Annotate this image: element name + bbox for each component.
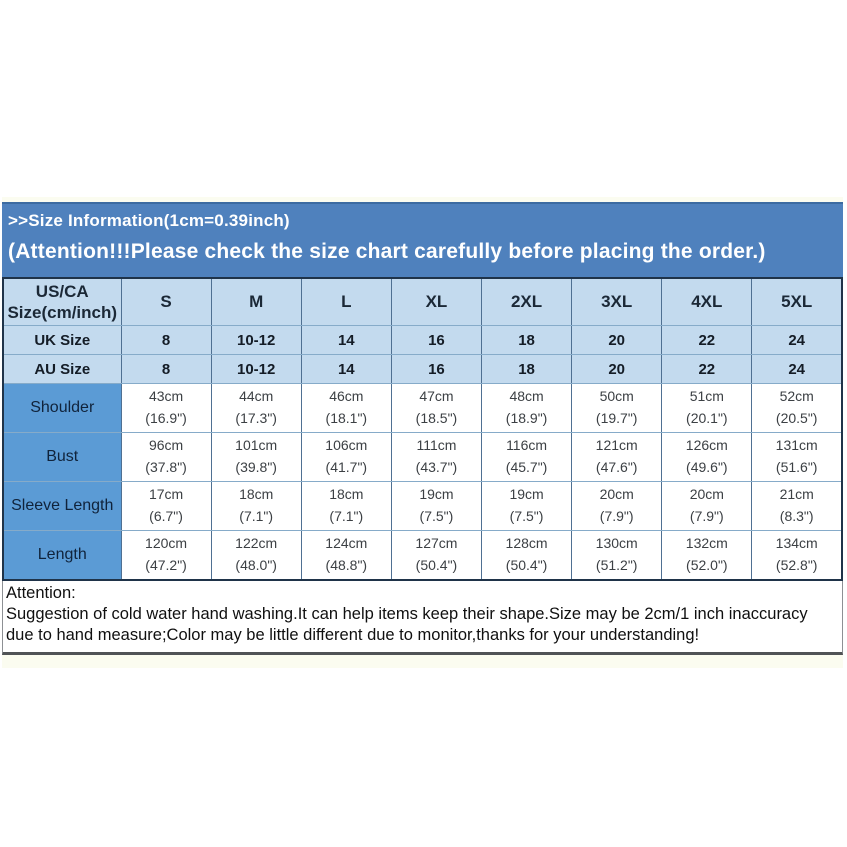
corner-header-line1: US/CA	[35, 281, 89, 301]
measurement-cm: 20cm	[689, 486, 724, 503]
corner-header	[3, 278, 121, 326]
measurement-inch: (20.5")	[775, 410, 818, 426]
measurement-inch: (50.4")	[415, 556, 458, 573]
measurement-cm: 126cm	[685, 437, 728, 454]
measurement-inch: (19.7")	[595, 410, 638, 426]
measurement-cm: 48cm	[509, 388, 544, 405]
size-number-cell: 16	[391, 355, 481, 384]
measurement-cell	[662, 482, 752, 531]
attention-body: Suggestion of cold water hand washing.It can help items keep their shape.Size may be 2cm/1 inch inaccuracy due to hand measure;Color may be little different due to monitor,thanks for your understanding!	[6, 604, 808, 644]
size-column-header: 3XL	[572, 278, 662, 326]
measurement-cm: 19cm	[419, 486, 454, 503]
measurement-cell	[121, 384, 211, 433]
measurement-cm: 47cm	[419, 388, 454, 405]
measurement-inch: (20.1")	[686, 410, 728, 426]
measurement-cm: 17cm	[148, 486, 184, 503]
measurement-cell	[121, 531, 211, 580]
measurement-inch: (16.9")	[145, 410, 187, 426]
measurement-row	[3, 531, 842, 580]
measurement-cell	[752, 384, 842, 433]
measurement-cm: 43cm	[148, 388, 184, 405]
measurement-cm: 106cm	[325, 437, 368, 454]
size-number-cell: 24	[752, 326, 842, 355]
measurement-cell	[121, 433, 211, 482]
size-number-cell: 20	[572, 326, 662, 355]
size-number-cell: 18	[482, 326, 572, 355]
measurement-cell	[121, 482, 211, 531]
measurement-cm: 116cm	[506, 437, 548, 454]
measurement-row-label: Length	[3, 531, 121, 580]
attention-note	[2, 581, 843, 655]
banner	[2, 202, 843, 277]
measurement-inch: (52.0")	[686, 556, 728, 573]
measurement-cell	[662, 433, 752, 482]
measurement-cell	[572, 482, 662, 531]
size-column-header: L	[301, 278, 391, 326]
size-column-header: 5XL	[752, 278, 842, 326]
size-number-cell: 14	[301, 326, 391, 355]
measurement-inch: (41.7")	[325, 459, 368, 475]
measurement-cell	[752, 482, 842, 531]
measurement-row-label: Bust	[3, 433, 121, 482]
measurement-inch: (7.9")	[689, 508, 724, 524]
measurement-cell	[301, 384, 391, 433]
measurement-cell	[752, 531, 842, 580]
measurement-cell	[752, 433, 842, 482]
size-number-cell: 8	[121, 326, 211, 355]
size-chart-panel	[2, 197, 843, 668]
measurement-inch: (7.1")	[239, 508, 274, 524]
measurement-cm: 124cm	[325, 535, 368, 552]
measurement-row-label: Shoulder	[3, 384, 121, 433]
measurement-cell	[482, 433, 572, 482]
measurement-inch: (48.8")	[325, 556, 368, 573]
measurement-inch: (37.8")	[145, 459, 187, 475]
measurement-cm: 101cm	[235, 437, 278, 454]
measurement-inch: (47.6")	[595, 459, 638, 475]
measurement-cell	[482, 384, 572, 433]
size-column-header: M	[211, 278, 301, 326]
bottom-edge-strip	[2, 655, 843, 668]
measurement-inch: (51.6")	[775, 459, 818, 475]
size-number-cell: 16	[391, 326, 481, 355]
measurement-inch: (47.2")	[145, 556, 187, 573]
banner-warning: (Attention!!!Please check the size chart carefully before placing the order.)	[8, 240, 766, 263]
measurement-inch: (17.3")	[235, 410, 277, 426]
measurement-cm: 132cm	[685, 535, 728, 552]
measurement-cm: 121cm	[595, 437, 638, 454]
measurement-inch: (51.2")	[595, 556, 638, 573]
size-column-header: 2XL	[482, 278, 572, 326]
measurement-inch: (7.1")	[329, 508, 364, 524]
measurement-cm: 128cm	[505, 535, 548, 552]
measurement-inch: (43.7")	[415, 459, 458, 475]
measurement-cm: 18cm	[329, 486, 364, 503]
measurement-cell	[572, 433, 662, 482]
attention-heading: Attention:	[6, 583, 76, 602]
measurement-cell	[301, 433, 391, 482]
measurement-cell	[211, 531, 301, 580]
measurement-inch: (18.9")	[505, 410, 548, 426]
size-number-cell: 18	[482, 355, 572, 384]
measurement-cell	[572, 384, 662, 433]
measurement-cm: 50cm	[599, 388, 634, 405]
size-row-label: AU Size	[3, 355, 121, 384]
measurement-cm: 120cm	[145, 535, 188, 552]
measurement-inch: (48.0")	[235, 556, 277, 573]
measurement-inch: (50.4")	[505, 556, 548, 573]
banner-title: >>Size Information(1cm=0.39inch)	[8, 211, 290, 230]
measurement-row	[3, 433, 842, 482]
measurement-cm: 46cm	[329, 388, 364, 405]
measurement-cm: 44cm	[239, 388, 274, 405]
measurement-cm: 52cm	[779, 388, 814, 405]
measurement-cm: 122cm	[235, 535, 278, 552]
measurement-cm: 127cm	[415, 535, 458, 552]
corner-header-line2: Size(cm/inch)	[7, 303, 118, 322]
measurement-row-label: Sleeve Length	[3, 482, 121, 531]
measurement-cm: 96cm	[148, 437, 184, 454]
measurement-cell	[391, 384, 481, 433]
measurement-cell	[211, 482, 301, 531]
measurement-inch: (39.8")	[235, 459, 277, 475]
measurement-cell	[391, 482, 481, 531]
measurement-cell	[482, 531, 572, 580]
measurement-cm: 21cm	[779, 486, 814, 503]
size-number-cell: 10-12	[211, 326, 301, 355]
measurement-inch: (7.9")	[599, 508, 634, 524]
measurement-inch: (8.3")	[779, 508, 814, 524]
measurement-cell	[391, 531, 481, 580]
measurement-cm: 131cm	[775, 437, 818, 454]
size-number-cell: 8	[121, 355, 211, 384]
size-number-row	[3, 355, 842, 384]
measurement-inch: (7.5")	[419, 508, 454, 524]
size-column-header: 4XL	[662, 278, 752, 326]
size-number-cell: 14	[301, 355, 391, 384]
size-header-row	[3, 278, 842, 326]
measurement-cell	[211, 433, 301, 482]
measurement-row	[3, 384, 842, 433]
measurement-cell	[662, 384, 752, 433]
measurement-cell	[482, 482, 572, 531]
measurement-inch: (18.5")	[415, 410, 458, 426]
size-number-cell: 20	[572, 355, 662, 384]
measurement-cell	[301, 531, 391, 580]
measurement-inch: (7.5")	[509, 508, 544, 524]
measurement-inch: (45.7")	[505, 459, 548, 475]
measurement-inch: (18.1")	[325, 410, 368, 426]
measurement-inch: (49.6")	[686, 459, 728, 475]
size-column-header: XL	[391, 278, 481, 326]
measurement-cell	[301, 482, 391, 531]
measurement-cm: 51cm	[689, 388, 724, 405]
size-number-cell: 22	[662, 326, 752, 355]
size-number-cell: 22	[662, 355, 752, 384]
measurement-cm: 18cm	[239, 486, 274, 503]
measurement-cell	[211, 384, 301, 433]
measurement-cm: 134cm	[775, 535, 818, 552]
size-number-row	[3, 326, 842, 355]
size-table	[2, 277, 843, 581]
measurement-cm: 130cm	[595, 535, 638, 552]
measurement-cell	[391, 433, 481, 482]
size-number-cell: 24	[752, 355, 842, 384]
measurement-cell	[662, 531, 752, 580]
measurement-inch: (52.8")	[775, 556, 818, 573]
size-row-label: UK Size	[3, 326, 121, 355]
measurement-cm: 20cm	[599, 486, 634, 503]
measurement-cm: 19cm	[509, 486, 544, 503]
size-column-header: S	[121, 278, 211, 326]
measurement-inch: (6.7")	[149, 508, 183, 524]
measurement-cm: 111cm	[416, 437, 457, 454]
measurement-row	[3, 482, 842, 531]
measurement-cell	[572, 531, 662, 580]
size-number-cell: 10-12	[211, 355, 301, 384]
